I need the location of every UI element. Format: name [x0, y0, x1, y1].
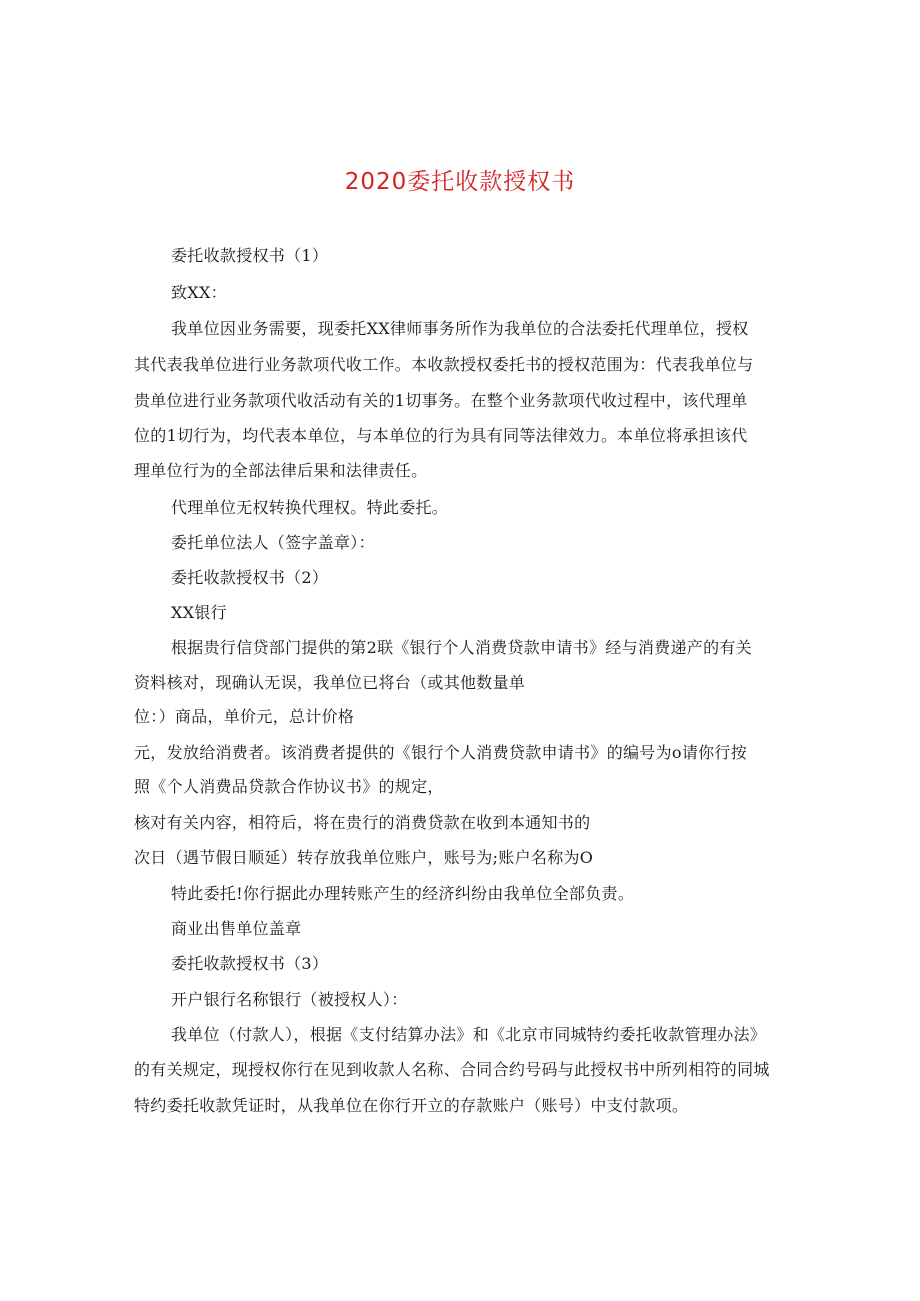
signature-line: 商业出售单位盖章: [171, 919, 302, 938]
document-title: 2020委托收款授权书: [344, 169, 576, 195]
section-heading-3: 委托收款授权书（3）: [171, 954, 329, 973]
paragraph-line: 理单位行为的全部法律后果和法律责任。: [134, 461, 428, 480]
paragraph-line: 特约委托收款凭证时，从我单位在你行开立的存款账户（账号）中支付款项。: [134, 1096, 689, 1115]
paragraph-line: 照《个人消费品贷款合作协议书》的规定，: [134, 777, 444, 796]
paragraph-line: 我单位（付款人），根据《支付结算办法》和《北京市同城特约委托收款管理办法》: [171, 1025, 767, 1044]
paragraph-line: 资料核对，现确认无误，我单位已将台（或其他数量单: [134, 673, 526, 692]
paragraph-line: 元，发放给消费者。该消费者提供的《银行个人消费贷款申请书》的编号为o请你行按: [134, 743, 748, 762]
paragraph-line: 其代表我单位进行业务款项代收工作。本收款授权委托书的授权范围为：代表我单位与: [134, 355, 754, 374]
paragraph-line: 特此委托!你行据此办理转账产生的经济纠纷由我单位全部负责。: [171, 884, 635, 903]
paragraph-line: 核对有关内容，相符后，将在贵行的消费贷款在收到本通知书的: [134, 813, 591, 832]
paragraph-line: 我单位因业务需要，现委托XX律师事务所作为我单位的合法委托代理单位，授权: [171, 319, 749, 338]
paragraph-line: 的有关规定，现授权你行在见到收款人名称、合同合约号码与此授权书中所列相符的同城: [134, 1060, 770, 1079]
paragraph-line: 根据贵行信贷部门提供的第2联《银行个人消费贷款申请书》经与消费递产的有关: [171, 638, 752, 657]
addressee-line: XX银行: [171, 603, 227, 622]
signature-line: 委托单位法人（签字盖章）：: [171, 533, 375, 552]
addressee-line: 致XX：: [171, 283, 227, 302]
paragraph-line: 代理单位无权转换代理权。特此委托。: [171, 498, 449, 517]
paragraph-line: 位的1切行为，均代表本单位，与本单位的行为具有同等法律效力。本单位将承担该代: [134, 426, 748, 445]
paragraph-line: 位：）商品，单价元，总计价格: [134, 707, 355, 726]
section-heading-2: 委托收款授权书（2）: [171, 568, 329, 587]
addressee-line: 开户银行名称银行（被授权人）：: [171, 990, 408, 1009]
section-heading-1: 委托收款授权书（1）: [171, 246, 329, 265]
paragraph-line: 次日（遇节假日顺延）转存放我单位账户，账号为;账户名称为O: [134, 848, 594, 867]
paragraph-line: 贵单位进行业务款项代收活动有关的1切事务。在整个业务款项代收过程中，该代理单: [134, 391, 748, 410]
